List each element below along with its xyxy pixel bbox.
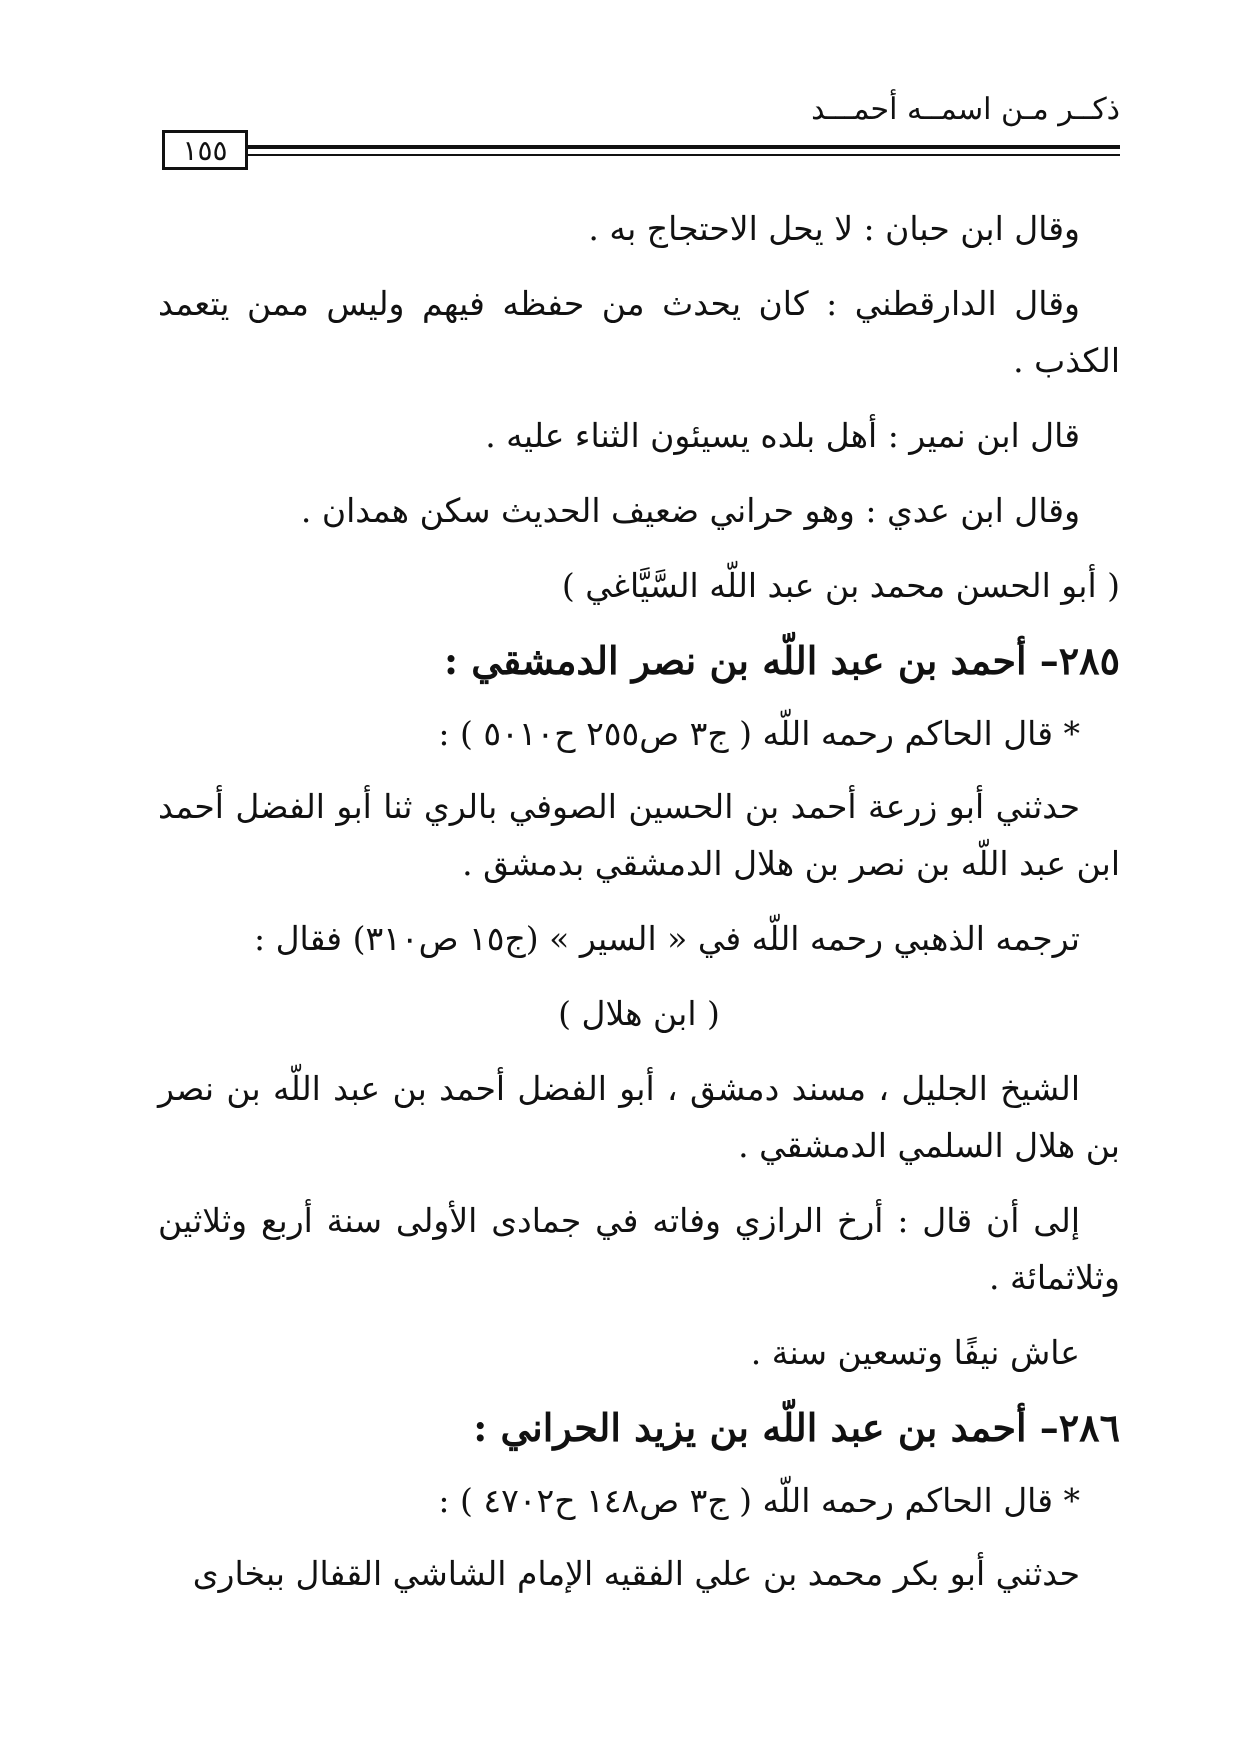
paragraph-daraqutni: وقال الدارقطني : كان يحدث من حفظه فيهم وليس ممن يتعمد الكذب . — [158, 284, 1120, 380]
paragraph-lived: عاش نيفًا وتسعين سنة . — [750, 1333, 1080, 1372]
body-text — [158, 200, 1120, 1620]
paragraph-ibn-hibban: وقال ابن حبان : لا يحل الاحتجاج به . — [588, 209, 1080, 248]
source-line-286: * قال الحاكم رحمه اللّه ( ج٣ ص١٤٨ ح٤٧٠٢ ) : — [438, 1481, 1080, 1520]
header-rule-thick — [248, 145, 1120, 149]
paragraph-note: ( أبو الحسن محمد بن عبد اللّه السَّيَّاغي ) — [561, 566, 1120, 605]
paragraph-ibn-numayr: قال ابن نمير : أهل بلده يسيئون الثناء عليه . — [485, 416, 1080, 455]
paragraph-ibn-hilal-title: ( ابن هلال ) — [558, 994, 720, 1033]
entry-heading-286: ٢٨٦– أحمد بن عبد اللّه بن يزيد الحراني : — [473, 1405, 1120, 1450]
paragraph-ibn-adi: وقال ابن عدي : وهو حراني ضعيف الحديث سكن همدان . — [300, 491, 1080, 530]
paragraph-chain-286: حدثني أبو بكر محمد بن علي الفقيه الإمام الشاشي القفال ببخارى — [192, 1554, 1080, 1593]
paragraph-chain-285: حدثني أبو زرعة أحمد بن الحسين الصوفي بالري ثنا أبو الفضل أحمد ابن عبد اللّه بن نصر بن هلال الدمشقي بدمشق . — [158, 787, 1120, 883]
entry-heading-285: ٢٨٥– أحمد بن عبد اللّه بن نصر الدمشقي : — [444, 638, 1120, 683]
source-line-285: * قال الحاكم رحمه اللّه ( ج٣ ص٢٥٥ ح٥٠١٠ ) : — [438, 714, 1080, 753]
paragraph-razi: إلى أن قال : أرخ الرازي وفاته في جمادى الأولى سنة أربع وثلاثين وثلاثمائة . — [158, 1201, 1120, 1297]
paragraph-shaykh: الشيخ الجليل ، مسند دمشق ، أبو الفضل أحمد بن عبد اللّه بن نصر بن هلال السلمي الدمشقي . — [158, 1069, 1120, 1165]
header-rule-thin — [248, 154, 1120, 156]
paragraph-dhahabi: ترجمه الذهبي رحمه اللّه في « السير » (ج١٥ ص٣١٠) فقال : — [253, 919, 1080, 958]
running-header: ذكــر مـن اسمــه أحمـــد — [811, 92, 1120, 127]
page-number: ١٥٥ — [162, 130, 248, 170]
